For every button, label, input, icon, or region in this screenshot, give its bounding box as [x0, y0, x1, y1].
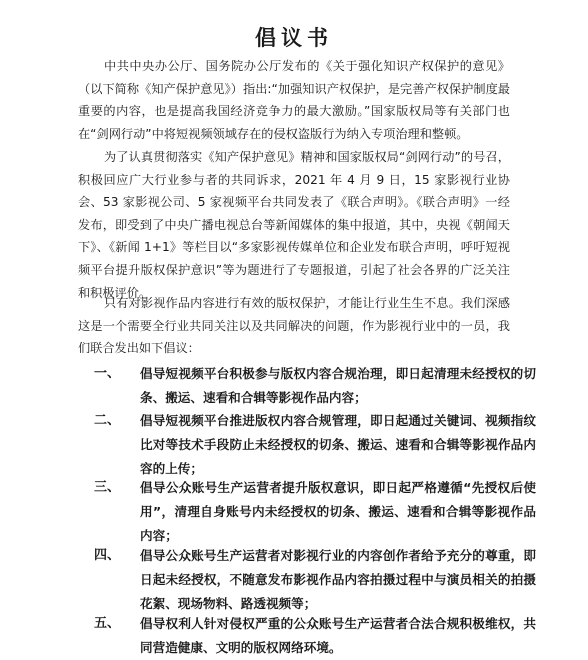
proposal-text: 倡导短视频平台推进版权内容合规管理，即日起通过关键词、视频指纹比对等技术手段防止未经授权的切条、搬运、速看和合辑等影视作品内容的上传； — [140, 413, 536, 476]
proposal-text: 倡导公众账号生产运营者提升版权意识，即日起严格遵循“先授权后使用”，清理自身账号内未经授权的切条、搬运、速看和合辑等影视作品内容； — [140, 480, 536, 543]
body-paragraph-2: 为了认真贯彻落实《知产保护意见》精神和国家版权局“剑网行动”的号召，积极回应广大行业参与者的共同诉求，2021 年 4 月 9 日，15 家影视行业协会、53 家影视公司、5 家视频平台共同发表了《联合声明》。《联合声明》一经发布，即受到了中央广播电视总台等新闻媒体的集中报道，其中，央视《朝闻天下》、《新闻 1+1》等栏目以“多家影视传媒单位和企业发布联合声明，呼吁短视频平台提升版权保护意识”等为题进行了专题报道，引起了社会各界的广泛关注和积极评价。 — [78, 150, 510, 300]
document-title: 倡议书 — [255, 26, 333, 50]
body-paragraph-3: 只有对影视作品内容进行有效的版权保护，才能让行业生生不息。我们深感这是一个需要全行业共同关注以及共同解决的问题，作为影视行业中的一员，我们联合发出如下倡议： — [78, 296, 510, 356]
proposal-number: 四、 — [94, 548, 121, 563]
body-paragraph-1: 中共中央办公厅、国务院办公厅发布的《关于强化知识产权保护的意见》（以下简称《知产保护意见》）指出:“加强知识产权保护，是完善产权保护制度最重要的内容，也是提高我国经济竞争力的最大激励。”国家版权局等有关部门也在“剑网行动”中将短视频领域存在的侵权盗版行为纳入专项治理和整顿。 — [78, 59, 510, 141]
proposal-text: 倡导权利人针对侵权严重的公众账号生产运营者合法合规积极维权，共同营造健康、文明的版权网络环境。 — [140, 616, 536, 655]
proposal-number: 三、 — [94, 480, 121, 495]
proposal-number: 二、 — [94, 413, 121, 428]
proposal-text: 倡导短视频平台积极参与版权内容合规治理，即日起清理未经授权的切条、搬运、速看和合辑等影视作品内容； — [140, 366, 536, 405]
proposal-number: 一、 — [94, 366, 121, 381]
proposal-text: 倡导公众账号生产运营者对影视行业的内容创作者给予充分的尊重，即日起未经授权，不随意发布影视作品内容拍摄过程中与演员相关的拍摄花絮、现场物料、路透视频等； — [140, 548, 536, 611]
proposal-number: 五、 — [94, 616, 121, 631]
